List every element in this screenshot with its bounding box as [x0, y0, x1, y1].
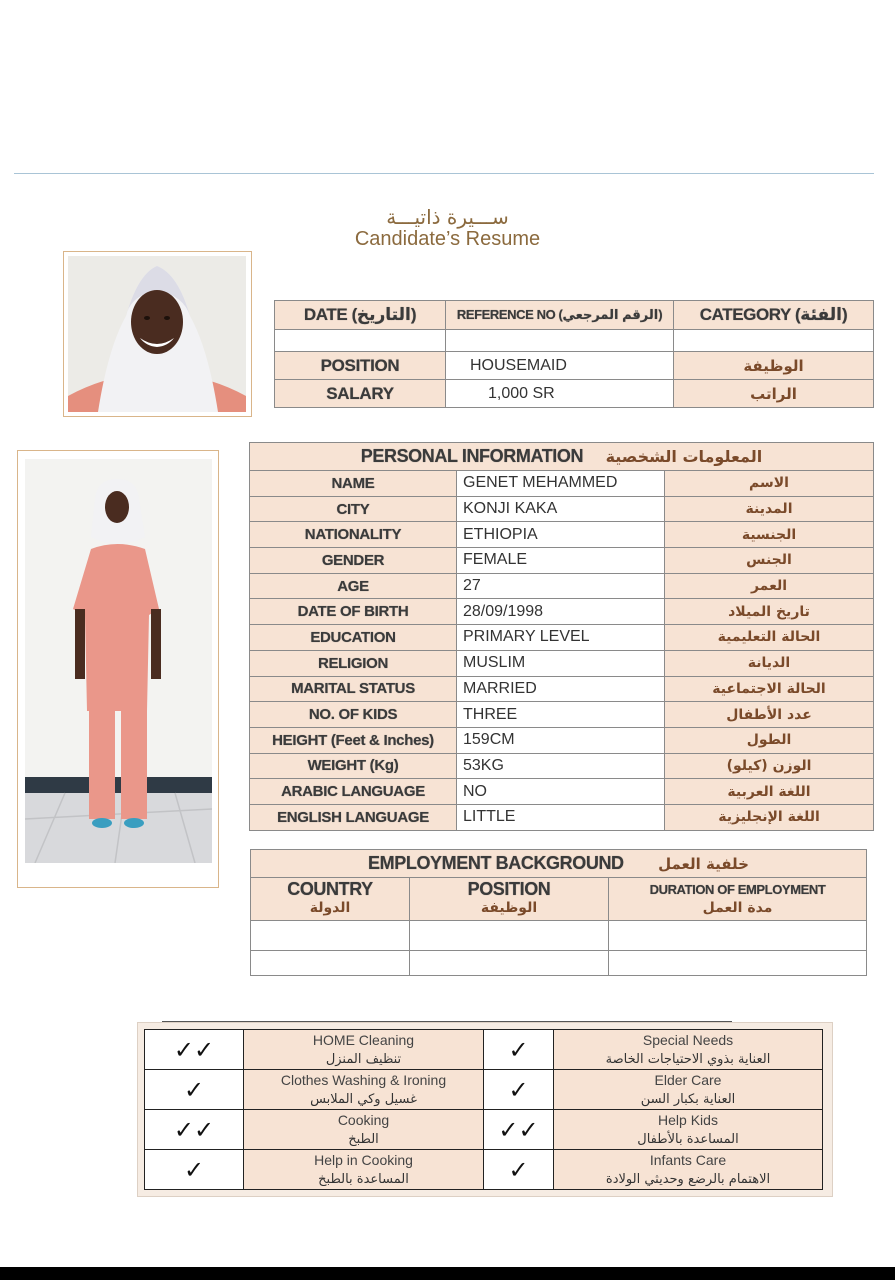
personal-info-title-arabic: المعلومات الشخصية	[605, 447, 763, 466]
skills-table	[144, 1029, 823, 1190]
skill-name-arabic: المساعدة بالطبخ	[318, 1171, 409, 1187]
skill-name-arabic: العناية بذوي الاحتياجات الخاصة	[605, 1051, 771, 1067]
skill-check-icon: ✓✓	[145, 1110, 244, 1150]
col-country-en: COUNTRY	[287, 879, 373, 899]
skill-row	[145, 1110, 823, 1150]
employment-table	[250, 849, 867, 976]
personal-row-value: 27	[457, 573, 665, 599]
personal-row	[250, 804, 874, 830]
personal-row-label: RELIGION	[250, 650, 457, 676]
skill-name-arabic: تنظيف المنزل	[325, 1051, 402, 1067]
salary-arabic: الراتب	[674, 380, 874, 408]
personal-row	[250, 548, 874, 574]
skill-check-icon: ✓	[484, 1070, 554, 1110]
employment-row	[251, 951, 867, 976]
personal-info-table	[249, 442, 874, 831]
personal-row-value: MARRIED	[457, 676, 665, 702]
skill-name-arabic: العناية بكبار السن	[640, 1091, 736, 1107]
skill-name-arabic: غسيل وكي الملابس	[310, 1091, 417, 1107]
personal-row-value: NO	[457, 779, 665, 805]
personal-row-value: 159CM	[457, 727, 665, 753]
skill-item	[244, 1110, 484, 1150]
skill-name: Special Needs	[642, 1031, 734, 1048]
personal-row-label: ENGLISH LANGUAGE	[250, 804, 457, 830]
top-divider	[14, 173, 874, 174]
personal-row-arabic: الحالة الاجتماعية	[665, 676, 874, 702]
employment-title-arabic: خلفية العمل	[658, 855, 749, 873]
personal-row-arabic: المدينة	[665, 496, 874, 522]
skill-name: Help in Cooking	[314, 1151, 413, 1168]
skill-name: HOME Cleaning	[312, 1031, 415, 1048]
position-arabic: الوظيفة	[674, 352, 874, 380]
bottom-bar	[0, 1267, 895, 1280]
personal-row-label: NO. OF KIDS	[250, 702, 457, 728]
skill-item	[244, 1070, 484, 1110]
skill-check-icon: ✓✓	[484, 1110, 554, 1150]
personal-row-arabic: العمر	[665, 573, 874, 599]
personal-row-value: MUSLIM	[457, 650, 665, 676]
personal-row-value: 28/09/1998	[457, 599, 665, 625]
portrait-photo	[63, 251, 252, 417]
employment-title: EMPLOYMENT BACKGROUND	[368, 853, 624, 873]
personal-row-arabic: الوزن (كيلو)	[665, 753, 874, 779]
personal-row	[250, 522, 874, 548]
skill-item	[554, 1030, 823, 1070]
salary-value: 1,000 SR	[446, 380, 674, 408]
personal-row-arabic: عدد الأطفال	[665, 702, 874, 728]
reference-value	[446, 330, 674, 352]
skill-check-icon: ✓✓	[145, 1030, 244, 1070]
skill-check-icon: ✓	[484, 1150, 554, 1190]
title-arabic: ســـيرة ذاتيـــة	[386, 205, 509, 229]
personal-row-label: GENDER	[250, 548, 457, 574]
personal-row-label: DATE OF BIRTH	[250, 599, 457, 625]
personal-row	[250, 779, 874, 805]
skills-top-rule	[162, 1021, 732, 1022]
skill-name-arabic: الاهتمام بالرضع وحديثي الولادة	[605, 1171, 771, 1187]
personal-row	[250, 496, 874, 522]
personal-row	[250, 471, 874, 497]
personal-row-arabic: اللغة العربية	[665, 779, 874, 805]
personal-row	[250, 702, 874, 728]
personal-row-value: KONJI KAKA	[457, 496, 665, 522]
personal-row	[250, 625, 874, 651]
personal-row	[250, 573, 874, 599]
personal-row-arabic: تاريخ الميلاد	[665, 599, 874, 625]
col-position	[410, 878, 609, 921]
col-duration-ar: مدة العمل	[702, 900, 773, 916]
personal-row-label: HEIGHT (Feet & Inches)	[250, 727, 457, 753]
personal-row-arabic: اللغة الإنجليزية	[665, 804, 874, 830]
personal-row-arabic: الحالة التعليمية	[665, 625, 874, 651]
personal-row-value: GENET MEHAMMED	[457, 471, 665, 497]
personal-row	[250, 650, 874, 676]
full-body-photo	[17, 450, 219, 888]
personal-row	[250, 727, 874, 753]
personal-row	[250, 676, 874, 702]
personal-row-label: ARABIC LANGUAGE	[250, 779, 457, 805]
standing-figure-icon	[25, 459, 212, 863]
personal-row-label: WEIGHT (Kg)	[250, 753, 457, 779]
personal-row-label: MARITAL STATUS	[250, 676, 457, 702]
skill-check-icon: ✓	[145, 1070, 244, 1110]
personal-row-label: NATIONALITY	[250, 522, 457, 548]
skill-item	[244, 1030, 484, 1070]
skill-check-icon: ✓	[484, 1030, 554, 1070]
col-position-ar: الوظيفة	[480, 900, 538, 916]
skill-name: Clothes Washing & Ironing	[280, 1071, 447, 1088]
skill-row	[145, 1150, 823, 1190]
skill-row	[145, 1030, 823, 1070]
category-label: CATEGORY (الفئة)	[674, 301, 874, 330]
personal-row-value: LITTLE	[457, 804, 665, 830]
col-position-en: POSITION	[467, 879, 551, 899]
skill-row	[145, 1070, 823, 1110]
skill-name: Elder Care	[654, 1071, 722, 1088]
skill-item	[554, 1110, 823, 1150]
personal-row-label: NAME	[250, 471, 457, 497]
date-value	[275, 330, 446, 352]
position-label: POSITION	[275, 352, 446, 380]
personal-row-arabic: الديانة	[665, 650, 874, 676]
top-info-table	[274, 300, 874, 408]
personal-row-label: EDUCATION	[250, 625, 457, 651]
personal-row-arabic: الجنسية	[665, 522, 874, 548]
col-duration	[609, 878, 867, 921]
personal-row	[250, 753, 874, 779]
personal-row-label: AGE	[250, 573, 457, 599]
personal-info-header	[250, 443, 874, 471]
personal-row-value: THREE	[457, 702, 665, 728]
personal-info-title: PERSONAL INFORMATION	[360, 446, 584, 466]
skill-name-arabic: الطبخ	[348, 1131, 379, 1147]
personal-row-value: FEMALE	[457, 548, 665, 574]
col-country	[251, 878, 410, 921]
skill-item	[244, 1150, 484, 1190]
salary-label: SALARY	[275, 380, 446, 408]
skill-name-arabic: المساعدة بالأطفال	[637, 1131, 739, 1147]
portrait-figure-icon	[68, 256, 246, 412]
personal-row-value: ETHIOPIA	[457, 522, 665, 548]
reference-label: REFERENCE NO (الرقم المرجعي)	[446, 301, 674, 330]
skill-item	[554, 1150, 823, 1190]
col-duration-en: DURATION OF EMPLOYMENT	[649, 882, 826, 897]
skill-item	[554, 1070, 823, 1110]
personal-row-arabic: الاسم	[665, 471, 874, 497]
personal-row-arabic: الطول	[665, 727, 874, 753]
personal-row-arabic: الجنس	[665, 548, 874, 574]
employment-row	[251, 921, 867, 951]
date-label: DATE (التاريخ)	[275, 301, 446, 330]
title-english: Candidate’s Resume	[354, 228, 541, 250]
personal-row-value: PRIMARY LEVEL	[457, 625, 665, 651]
category-value	[674, 330, 874, 352]
skill-name: Infants Care	[649, 1151, 727, 1168]
personal-row-value: 53KG	[457, 753, 665, 779]
personal-row-label: CITY	[250, 496, 457, 522]
col-country-ar: الدولة	[309, 900, 351, 916]
personal-row	[250, 599, 874, 625]
skill-name: Cooking	[337, 1111, 390, 1128]
position-value: HOUSEMAID	[446, 352, 674, 380]
skill-check-icon: ✓	[145, 1150, 244, 1190]
skill-name: Help Kids	[658, 1111, 718, 1128]
